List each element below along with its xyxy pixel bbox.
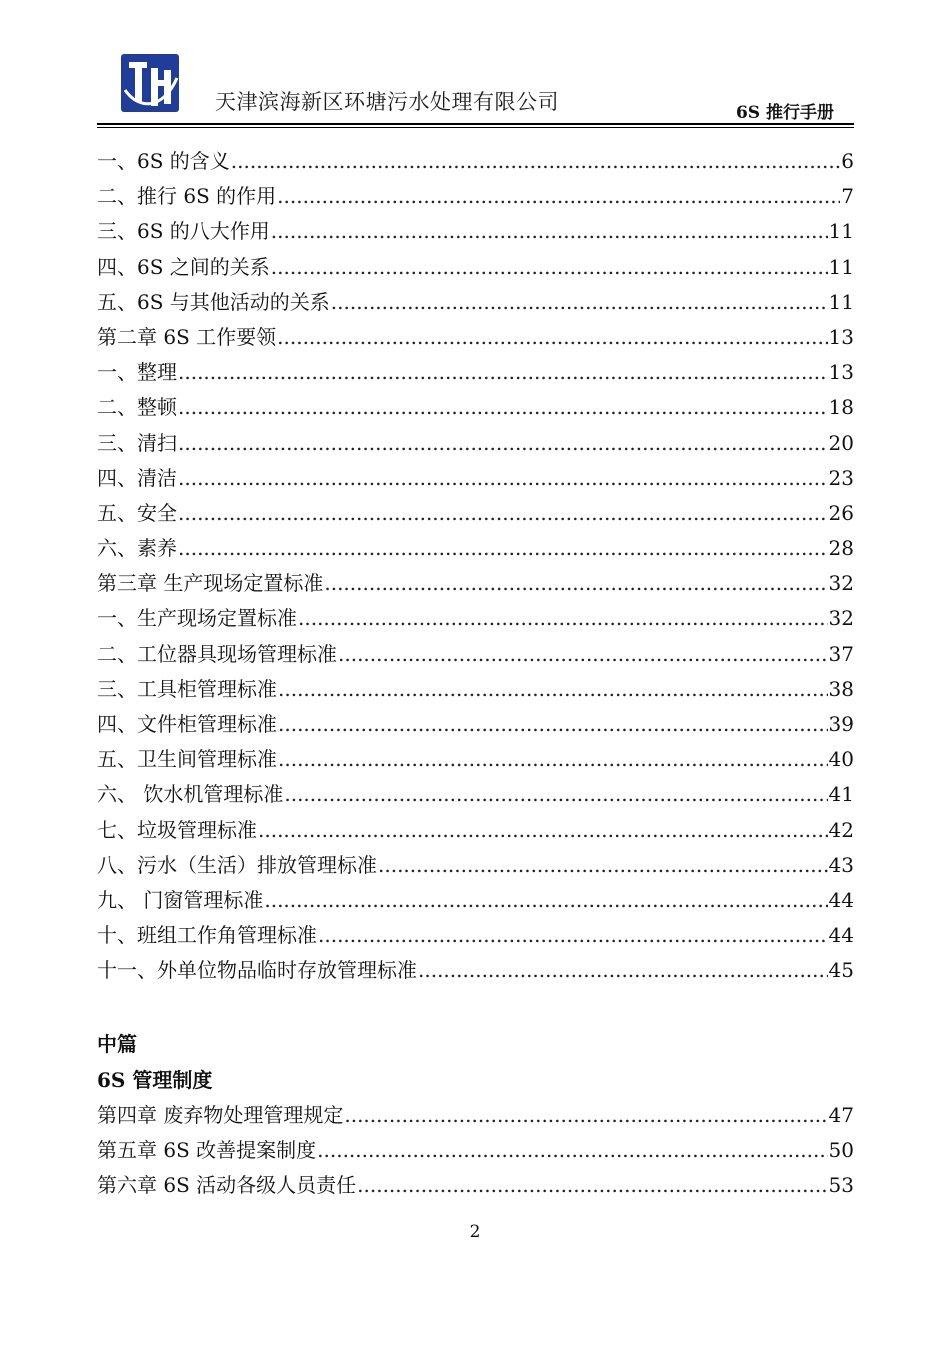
toc-entry-page: 45 <box>828 958 854 983</box>
toc-entry-page: 18 <box>828 395 854 420</box>
header-divider-thin <box>97 127 854 128</box>
table-of-contents-part2 <box>97 1098 854 1204</box>
toc-entry[interactable] <box>97 461 854 496</box>
toc-entry[interactable] <box>97 144 854 179</box>
toc-entry-title: 三、工具柜管理标准 <box>97 676 277 701</box>
toc-entry[interactable] <box>97 777 854 812</box>
toc-entry-page: 6 <box>841 149 854 173</box>
toc-entry-page: 47 <box>828 1103 854 1127</box>
toc-leader-dots <box>357 1168 827 1203</box>
header-divider <box>97 123 854 125</box>
toc-entry-title: 五、6S 与其他活动的关系 <box>97 289 330 314</box>
toc-entry-title: 四、6S 之间的关系 <box>97 254 270 279</box>
toc-leader-dots <box>178 496 828 531</box>
toc-leader-dots <box>271 214 828 249</box>
toc-leader-dots <box>318 918 828 953</box>
toc-entry-page: 37 <box>828 641 854 666</box>
toc-entry-page: 43 <box>828 852 854 877</box>
toc-leader-dots <box>178 355 828 390</box>
section-heading: 6S 管理制度 <box>97 1068 213 1092</box>
toc-entry-page: 26 <box>828 500 854 525</box>
toc-leader-dots <box>178 461 828 496</box>
toc-entry[interactable] <box>97 953 854 988</box>
toc-leader-dots <box>331 285 828 320</box>
toc-entry-page: 53 <box>828 1173 854 1198</box>
toc-leader-dots <box>317 1133 827 1168</box>
toc-entry-page: 23 <box>828 465 854 490</box>
page-number: 2 <box>469 1222 481 1242</box>
toc-entry-title: 一、6S 的含义 <box>97 149 230 173</box>
toc-entry-page: 39 <box>828 712 854 736</box>
toc-entry-title: 第五章 6S 改善提案制度 <box>97 1138 317 1163</box>
toc-leader-dots <box>284 777 827 812</box>
toc-entry-title: 四、文件柜管理标准 <box>97 712 277 736</box>
toc-leader-dots <box>324 566 827 601</box>
toc-entry[interactable] <box>97 496 854 531</box>
toc-entry-title: 二、推行 6S 的作用 <box>97 184 277 209</box>
toc-entry[interactable] <box>97 672 854 707</box>
toc-entry-title: 九、 门窗管理标准 <box>97 887 264 912</box>
toc-leader-dots <box>298 601 828 636</box>
toc-entry-page: 38 <box>828 676 854 701</box>
toc-entry-title: 五、卫生间管理标准 <box>97 747 277 772</box>
toc-entry-page: 7 <box>841 184 854 209</box>
toc-entry[interactable] <box>97 848 854 883</box>
toc-entry-page: 32 <box>828 606 854 631</box>
toc-entry-page: 50 <box>828 1138 854 1163</box>
toc-entry-page: 42 <box>828 817 854 842</box>
toc-entry[interactable] <box>97 355 854 390</box>
toc-entry-page: 40 <box>828 747 854 772</box>
toc-entry[interactable] <box>97 707 854 742</box>
toc-entry-page: 44 <box>828 887 854 912</box>
toc-entry-title: 三、清扫 <box>97 430 177 455</box>
toc-entry[interactable] <box>97 390 854 425</box>
table-of-contents <box>97 144 854 989</box>
toc-entry-title: 第三章 生产现场定置标准 <box>97 571 324 596</box>
toc-leader-dots <box>178 390 828 425</box>
toc-entry-title: 三、6S 的八大作用 <box>97 219 270 244</box>
toc-entry[interactable] <box>97 250 854 285</box>
toc-entry-page: 13 <box>828 360 854 385</box>
company-name: 天津滨海新区环塘污水处理有限公司 <box>215 90 559 114</box>
toc-entry-title: 六、 饮水机管理标准 <box>97 782 284 807</box>
toc-entry[interactable] <box>97 918 854 953</box>
toc-leader-dots <box>338 637 828 672</box>
toc-entry-page: 28 <box>828 536 854 561</box>
toc-leader-dots <box>178 426 828 461</box>
toc-entry-title: 二、工位器具现场管理标准 <box>97 641 337 666</box>
toc-entry-title: 十一、外单位物品临时存放管理标准 <box>97 958 417 983</box>
toc-leader-dots <box>231 144 840 179</box>
toc-entry-title: 七、垃圾管理标准 <box>97 817 257 842</box>
toc-entry-page: 20 <box>828 430 854 455</box>
toc-entry-title: 四、清洁 <box>97 465 177 490</box>
toc-leader-dots <box>271 250 828 285</box>
toc-entry-title: 五、安全 <box>97 500 177 525</box>
toc-entry[interactable] <box>97 426 854 461</box>
toc-entry[interactable] <box>97 813 854 848</box>
toc-entry[interactable] <box>97 285 854 320</box>
toc-leader-dots <box>277 320 827 355</box>
toc-entry[interactable] <box>97 214 854 249</box>
page-header <box>97 40 854 126</box>
toc-entry[interactable] <box>97 637 854 672</box>
toc-entry-title: 六、素养 <box>97 536 177 561</box>
toc-leader-dots <box>344 1098 827 1133</box>
toc-entry-title: 十、班组工作角管理标准 <box>97 923 317 948</box>
toc-entry[interactable] <box>97 531 854 566</box>
toc-entry-page: 11 <box>828 219 854 244</box>
toc-leader-dots <box>278 742 828 777</box>
toc-entry[interactable] <box>97 1133 854 1168</box>
company-logo-icon <box>119 50 183 116</box>
toc-entry[interactable] <box>97 320 854 355</box>
toc-entry-page: 13 <box>828 324 854 349</box>
toc-entry-page: 11 <box>828 254 854 279</box>
toc-leader-dots <box>178 531 828 566</box>
toc-entry[interactable] <box>97 1098 854 1133</box>
toc-leader-dots <box>264 883 827 918</box>
toc-entry-title: 一、整理 <box>97 360 177 385</box>
toc-entry-page: 11 <box>828 289 854 314</box>
toc-leader-dots <box>378 848 828 883</box>
toc-entry-title: 一、生产现场定置标准 <box>97 606 297 631</box>
part-heading: 中篇 <box>97 1032 137 1056</box>
toc-entry-title: 第四章 废弃物处理管理规定 <box>97 1103 344 1127</box>
toc-entry-title: 第二章 6S 工作要领 <box>97 324 277 349</box>
toc-entry[interactable] <box>97 566 854 601</box>
toc-entry-page: 32 <box>828 571 854 596</box>
toc-leader-dots <box>277 179 840 214</box>
toc-entry-page: 44 <box>828 923 854 948</box>
toc-entry[interactable] <box>97 179 854 214</box>
toc-leader-dots <box>278 672 828 707</box>
toc-leader-dots <box>278 707 828 742</box>
toc-leader-dots <box>418 953 828 988</box>
toc-entry-title: 二、整顿 <box>97 395 177 420</box>
toc-leader-dots <box>258 813 828 848</box>
toc-entry-page: 41 <box>828 782 854 807</box>
toc-entry[interactable] <box>97 1168 854 1203</box>
toc-entry[interactable] <box>97 601 854 636</box>
manual-title: 6S 推行手册 <box>735 103 834 123</box>
toc-entry[interactable] <box>97 883 854 918</box>
toc-entry-title: 第六章 6S 活动各级人员责任 <box>97 1173 357 1198</box>
toc-entry-title: 八、污水（生活）排放管理标准 <box>97 852 377 877</box>
toc-entry[interactable] <box>97 742 854 777</box>
